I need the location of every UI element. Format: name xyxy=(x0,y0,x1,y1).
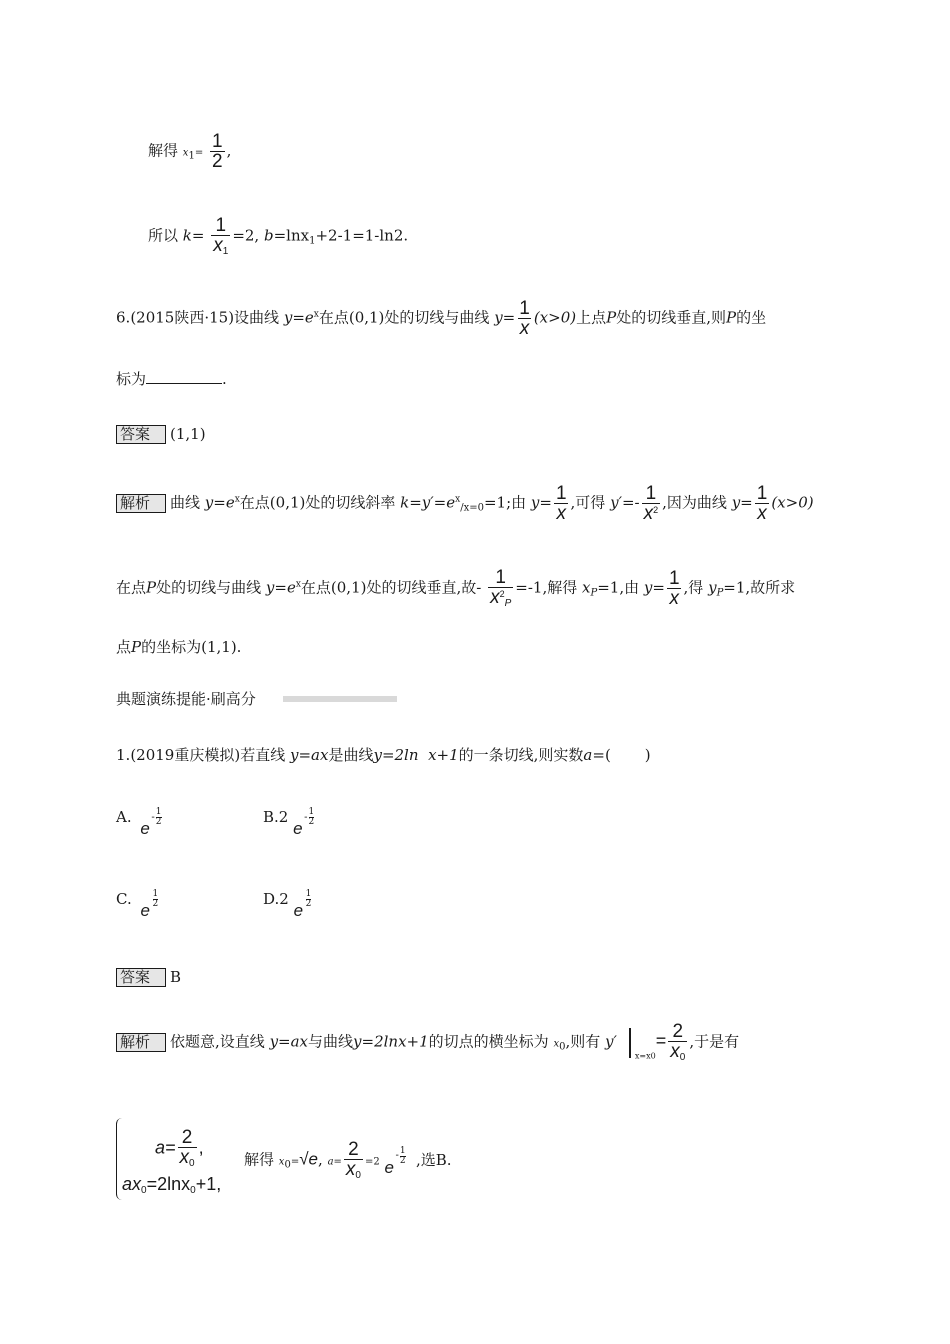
fraction-eval: $\frac{2}{x_0}$ xyxy=(670,1021,686,1063)
evaluation-bar xyxy=(629,1028,631,1058)
section-title: 典题演练提能·刷高分 xyxy=(116,690,256,708)
fraction-f2: $\frac{1}{x^2}$ xyxy=(643,483,659,524)
q6-analysis-line3: 点P的坐标为(1,1). xyxy=(116,638,242,656)
answer-tag: 答案 xyxy=(116,968,166,987)
section-title-bar xyxy=(283,696,397,702)
solution-line-x1: 解得 $x_1=$ $\frac{1}{2}$ , xyxy=(148,131,232,172)
fraction-one-over-x1: $\frac{1}{x_1}$ xyxy=(213,215,229,257)
fraction-result: $\frac{2}{x_0}$ xyxy=(345,1139,361,1181)
fraction-one-half: $\frac{1}{2}$ xyxy=(211,131,223,172)
question-1: 1.(2019重庆模拟)若直线 y=ax是曲线y=2ln x+1的一条切线,则实数a=( ) xyxy=(116,746,651,764)
q1-analysis-line1: 解析 依题意,设直线 y=ax与曲线y=2lnx+1的切点的横坐标为 $x_0$,则有 $y'_{x=x0}=$ $\frac{2}{x_0}$ ,于是有 xyxy=(116,1022,739,1063)
fraction-sys1: $\frac{2}{x_0}$ xyxy=(179,1127,195,1169)
fraction-f1: $\frac{1}{x}$ xyxy=(555,483,567,524)
solution-line-k-b: 所以 k= $\frac{1}{x_1}$ =2, b=lnx$_1$+2-1=1-ln2. xyxy=(148,215,409,257)
option-d[interactable]: D.2 e 1 2 xyxy=(263,889,312,920)
question-6-line2: 标为 . xyxy=(116,370,227,388)
system-eq2: $ax_0=2\ln x_0+1$, xyxy=(122,1174,222,1196)
system-eq1: a= $\frac{2}{x_0}$ , xyxy=(155,1127,204,1169)
analysis-tag: 解析 xyxy=(116,494,166,513)
q6-analysis-line2: 在点P处的切线与曲线 $y=e^x$在点(0,1)处的切线垂直,故- $\frac{1}{x^2_P}$ =-1,解得 $x_P=1$,由 y= $\frac{1}{x}$ ,得 $y_P=1$,故所求 xyxy=(116,567,796,609)
answer-tag: 答案 xyxy=(116,425,166,444)
fraction-one-over-x: $\frac{1}{x}$ xyxy=(519,298,530,339)
q1-result: 解得 $x_0=√e$, a= $\frac{2}{x_0}$ =2 e - 1 2 ,选B. xyxy=(244,1139,452,1181)
fraction-f5: $\frac{1}{x}$ xyxy=(668,568,680,609)
option-b[interactable]: B.2 e - 1 2 xyxy=(263,807,315,838)
answer-blank xyxy=(146,383,222,384)
option-a[interactable]: A. e - 1 2 xyxy=(116,807,162,838)
q6-analysis-line1: 解析 曲线 $y=e^x$在点(0,1)处的切线斜率 $k=y'=e^x_{/x=0}=1$;由 y= $\frac{1}{x}$ ,可得 y′=- $\frac{1}{x^2}$ ,因为曲线 y= $\frac{1}{x}$ (x>0) xyxy=(116,484,814,523)
q1-answer: 答案 B xyxy=(116,968,181,987)
fraction-f3: $\frac{1}{x}$ xyxy=(756,483,768,524)
q6-answer: 答案 (1,1) xyxy=(116,425,206,444)
question-6-line1: 6.(2015陕西·15)设曲线 $y=e^x$在点(0,1)处的切线与曲线 y= $\frac{1}{x}$ (x>0)上点P处的切线垂直,则P的坐 xyxy=(116,298,767,339)
option-c[interactable]: C. e 1 2 xyxy=(116,889,159,920)
analysis-tag: 解析 xyxy=(116,1033,166,1052)
fraction-f4: $\frac{1}{x^2_P}$ xyxy=(490,567,512,609)
